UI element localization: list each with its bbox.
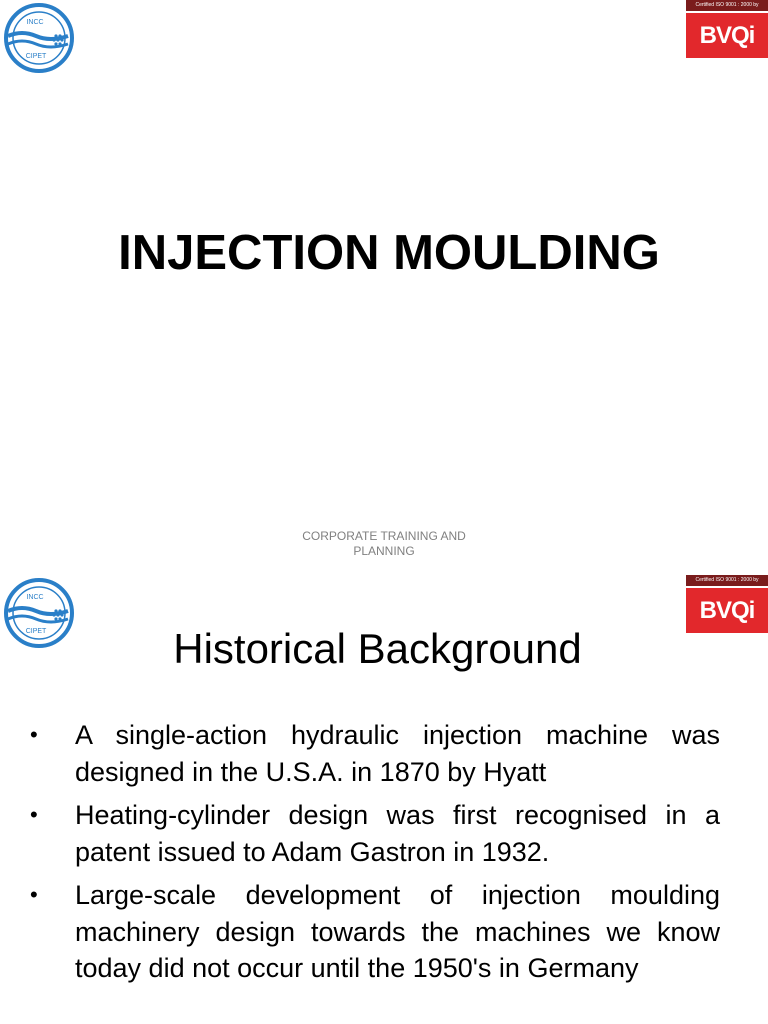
svg-text:CIPET: CIPET (25, 628, 47, 635)
list-item (28, 877, 720, 987)
bullet-list (28, 717, 720, 994)
bvqi-cert-logo (686, 0, 768, 58)
bullet-icon: • (30, 882, 38, 907)
bullet-icon: • (30, 802, 38, 827)
svg-text:INCC: INCC (26, 594, 44, 601)
list-item (28, 717, 720, 790)
cert-brand: BVQi (699, 21, 755, 49)
cert-brand: BVQi (699, 596, 755, 624)
svg-text:INCC: INCC (26, 19, 44, 26)
bullet-text: Large-scale development of injection moulding machinery design towards the machines we know today did not occur until the 1950's in Germany (75, 880, 720, 983)
cert-caption: Certified ISO 9001 : 2000 by (686, 575, 768, 586)
slide-title-text: INJECTION MOULDING (118, 226, 660, 280)
cipet-logo-icon (2, 2, 76, 74)
cert-caption: Certified ISO 9001 : 2000 by (686, 0, 768, 11)
bullet-text: A single-action hydraulic injection machine was designed in the U.S.A. in 1870 by Hyatt (75, 720, 720, 787)
slide-footer: CORPORATE TRAINING AND PLANNING (302, 529, 466, 558)
slide-historical-background (0, 573, 768, 1024)
slide-title-text: Historical Background (173, 625, 582, 672)
bullet-icon: • (30, 722, 38, 747)
list-item (28, 797, 720, 870)
bullet-text: Heating-cylinder design was first recognised in a patent issued to Adam Gastron in 1932. (75, 800, 720, 867)
svg-text:CIPET: CIPET (25, 53, 47, 60)
cert-badge (686, 13, 768, 58)
